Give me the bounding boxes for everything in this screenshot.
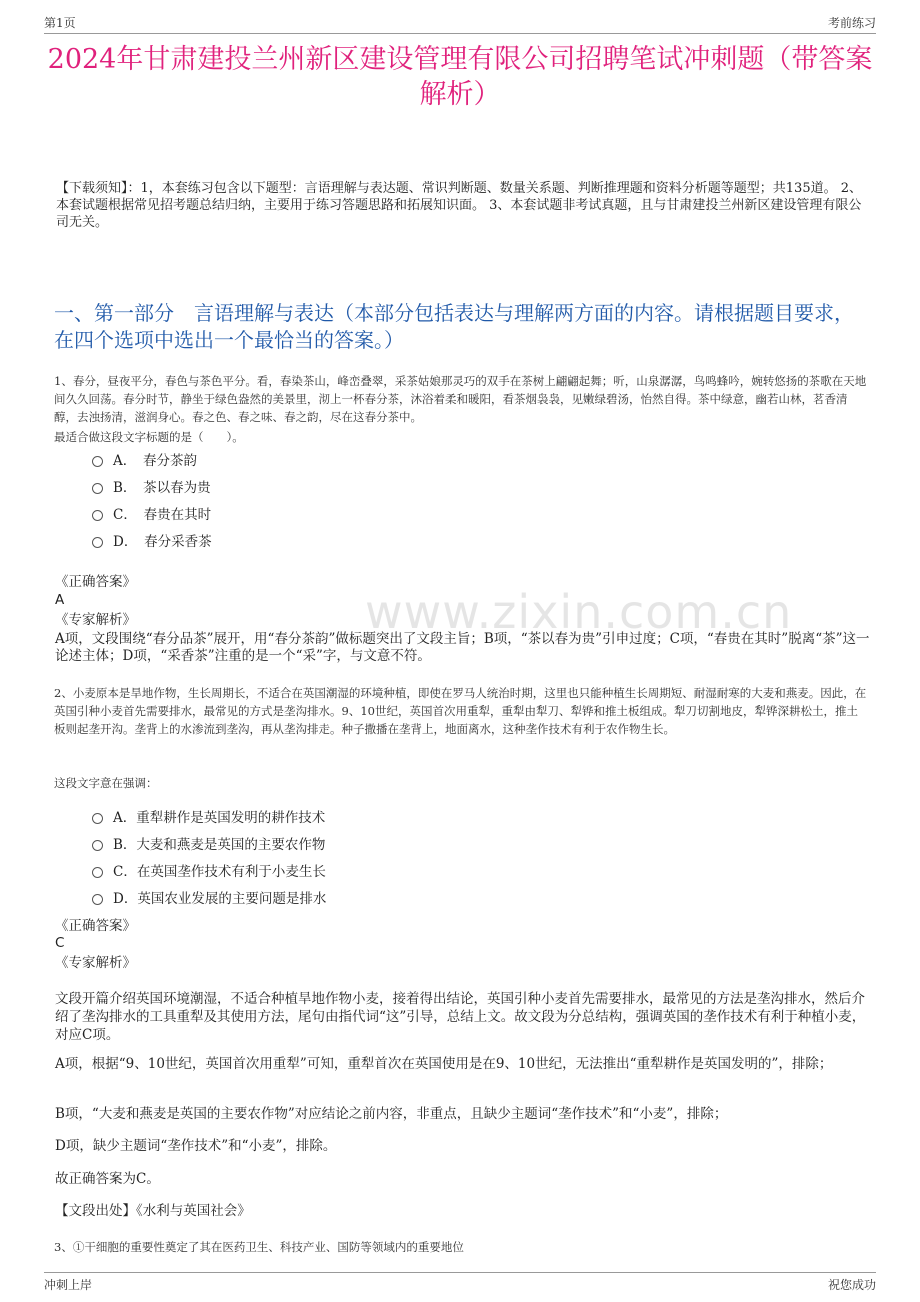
page-number: 第1页 xyxy=(44,16,76,30)
radio-icon[interactable] xyxy=(92,894,103,905)
watermark: www.zixin.com.cn xyxy=(365,585,793,639)
answer-label: 《正确答案》 xyxy=(55,574,136,590)
analysis-paragraph: D项，缺少主题词“垄作技术”和“小麦”，排除。 xyxy=(55,1138,337,1154)
question-1-analysis: A项，文段围绕“春分品茶”展开，用“春分茶韵”做标题突出了文段主旨；B项，“茶以春为贵”引申过度；C项，“春贵在其时”脱离“茶”这一论述主体；D项，“采香茶”注重的是一个“采”字，与文意不符。 xyxy=(55,631,870,664)
question-2-options xyxy=(92,802,326,910)
question-3-stem: 3、①干细胞的重要性奠定了其在医药卫生、科技产业、国防等领域内的重要地位 xyxy=(54,1240,464,1254)
option-c[interactable]: C． 春贵在其时 xyxy=(92,499,212,526)
footer-left: 冲刺上岸 xyxy=(44,1278,93,1292)
radio-icon[interactable] xyxy=(92,483,103,494)
question-2-prompt: 这段文字意在强调： xyxy=(54,776,158,790)
radio-icon[interactable] xyxy=(92,840,103,851)
question-2-stem: 2、小麦原本是旱地作物，生长周期长，不适合在英国潮湿的环境种植，即使在罗马人统治时期，这里也只能种植生长周期短、耐湿耐寒的大麦和燕麦。因此，在英国引种小麦首先需要排水，最常见的方式是垄沟排水。9、10世纪，英国首次用重犁，重犁由犁刀、犁铧和推土板组成。犁刀切割地皮，犁铧深耕松土，推土板则起垄开沟。垄背上的水渗流到垄沟，再从垄沟排走。种子撒播在垄背上，地面离水，这种垄作技术有利于农作物生长。 xyxy=(54,686,867,736)
answer-label: 《正确答案》 xyxy=(55,918,136,934)
option-b[interactable]: B． 茶以春为贵 xyxy=(92,472,212,499)
option-d[interactable]: D．英国农业发展的主要问题是排水 xyxy=(92,883,326,910)
page-footer xyxy=(44,1272,876,1293)
radio-icon[interactable] xyxy=(92,456,103,467)
radio-icon[interactable] xyxy=(92,867,103,878)
header-tag: 考前练习 xyxy=(827,16,876,30)
analysis-label: 《专家解析》 xyxy=(55,955,136,971)
download-notice: 【下载须知】：1，本套练习包含以下题型：言语理解与表达题、常识判断题、数量关系题、判断推理题和资料分析题等题型；共135道。 2、本套试题根据常见招考题总结归纳，主要用于练习答题思路和拓展知识面。 3、本套试题非考试真题，且与甘肃建投兰州新区建设管理有限公司无关。 xyxy=(56,181,862,230)
question-1-options xyxy=(92,445,212,553)
option-a[interactable]: A． 春分茶韵 xyxy=(92,445,212,472)
analysis-paragraph: B项，“大麦和燕麦是英国的主要农作物”对应结论之前内容，非重点，且缺少主题词“垄作技术”和“小麦”，排除； xyxy=(55,1106,728,1122)
source-citation: 【文段出处】《水利与英国社会》 xyxy=(55,1203,251,1219)
question-1-prompt: 最适合做这段文字标题的是（ ）。 xyxy=(54,430,244,444)
radio-icon[interactable] xyxy=(92,813,103,824)
answer-value: C xyxy=(55,935,65,951)
answer-value: A xyxy=(55,592,65,608)
option-b[interactable]: B．大麦和燕麦是英国的主要农作物 xyxy=(92,829,326,856)
section-heading: 一、第一部分 言语理解与表达（本部分包括表达与理解两方面的内容。请根据题目要求，在四个选项中选出一个最恰当的答案。） xyxy=(54,301,854,352)
question-1-stem: 1、春分，昼夜平分，春色与茶色平分。看，春染茶山，峰峦叠翠，采茶姑娘那灵巧的双手在茶树上翩翩起舞；听，山泉潺潺，鸟鸣蜂吟，婉转悠扬的茶歌在天地间久久回荡。春分时节，静坐于绿色盎然的美景里，沏上一杯春分茶，沐浴着柔和暖阳，看茶烟袅袅，见嫩绿碧汤，怡然自得。茶中绿意，幽若山林，茗香清醇，去浊扬清，滋润身心。春之色、春之味、春之韵，尽在这春分茶中。 xyxy=(54,374,867,424)
document-title: 2024年甘肃建投兰州新区建设管理有限公司招聘笔试冲刺题（带答案解析） xyxy=(47,44,873,110)
radio-icon[interactable] xyxy=(92,510,103,521)
footer-right: 祝您成功 xyxy=(827,1278,876,1292)
option-d[interactable]: D． 春分采香茶 xyxy=(92,526,212,553)
analysis-paragraph: 故正确答案为C。 xyxy=(55,1171,160,1187)
page-header xyxy=(44,14,876,34)
analysis-paragraph: 文段开篇介绍英国环境潮湿，不适合种植旱地作物小麦，接着得出结论，英国引种小麦首先需要排水，最常见的方法是垄沟排水，然后介绍了垄沟排水的工具重犁及其使用方法，尾句由指代词“这”引导，总结上文。故文段为分总结构，强调英国的垄作技术有利于种植小麦，对应C项。 xyxy=(55,991,866,1043)
option-c[interactable]: C．在英国垄作技术有利于小麦生长 xyxy=(92,856,326,883)
analysis-label: 《专家解析》 xyxy=(55,612,136,628)
radio-icon[interactable] xyxy=(92,537,103,548)
option-a[interactable]: A．重犁耕作是英国发明的耕作技术 xyxy=(92,802,326,829)
analysis-paragraph: A项，根据“9、10世纪，英国首次用重犁”可知，重犁首次在英国使用是在9、10世纪，无法推出“重犁耕作是英国发明的”，排除； xyxy=(55,1056,833,1072)
